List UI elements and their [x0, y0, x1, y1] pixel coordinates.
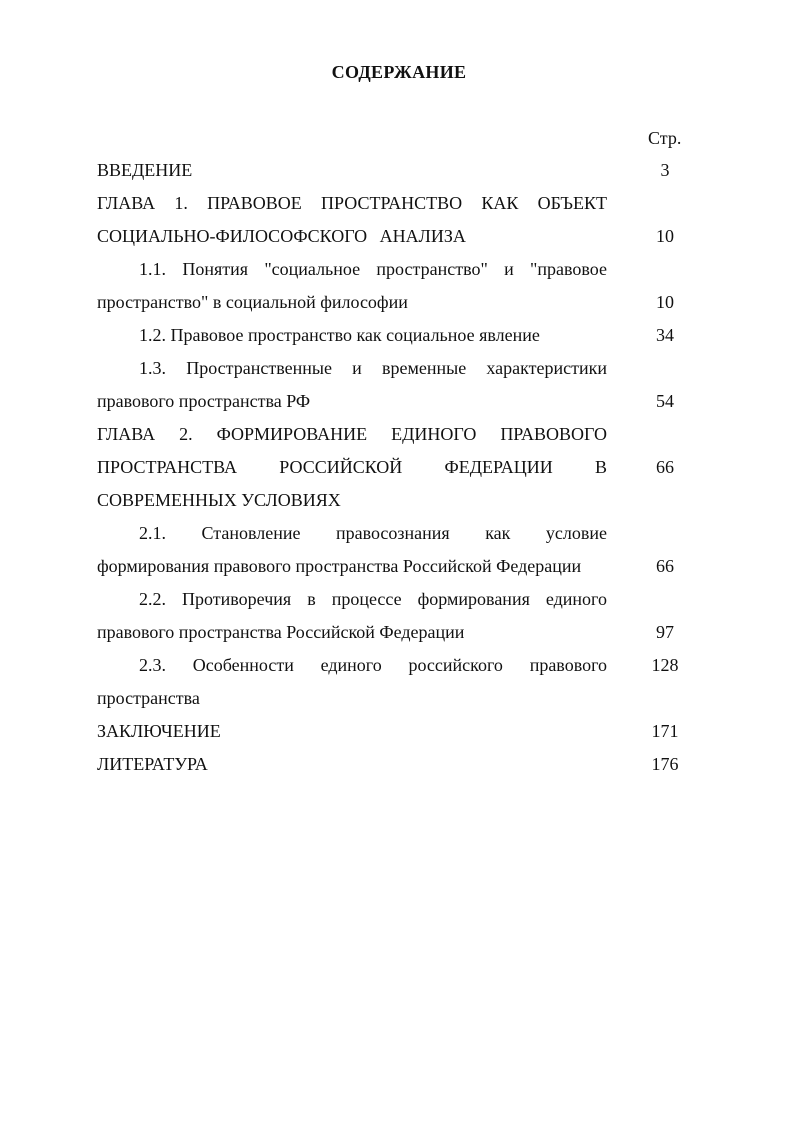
toc-entry-section-2-3-line-1: 2.3. Особенности единого российского правового	[139, 655, 607, 675]
toc-entry-section-1-3-line-1: 1.3. Пространственные и временные характеристики	[139, 358, 607, 378]
page-column-header: Стр.	[648, 128, 682, 148]
toc-entry-section-1-1-line-1: 1.1. Понятия "социальное пространство" и "правовое	[139, 259, 607, 279]
toc-entry-section-2-3-line-2: пространства	[97, 688, 200, 708]
toc-entry-conclusion-line-1: ЗАКЛЮЧЕНИЕ	[97, 721, 221, 741]
toc-entry-chapter-2-line-1: ГЛАВА 2. ФОРМИРОВАНИЕ ЕДИНОГО ПРАВОВОГО	[97, 424, 607, 444]
toc-entry-section-2-1-line-1: 2.1. Становление правосознания как условие	[139, 523, 607, 543]
toc-entry-literature-page: 176	[651, 754, 679, 774]
toc-entry-section-2-2-line-1: 2.2. Противоречия в процессе формирования единого	[139, 589, 607, 609]
toc-entry-section-1-3-line-2: правового пространства РФ	[97, 391, 311, 411]
toc-entry-chapter-1-line-2: СОЦИАЛЬНО-ФИЛОСОФСКОГО АНАЛИЗА	[97, 226, 466, 246]
toc-entry-section-1-3-page: 54	[656, 391, 674, 411]
toc-entry-section-1-2-page: 34	[656, 325, 674, 345]
toc-entry-section-1-1-page: 10	[656, 292, 674, 312]
toc-entry-section-2-1-page: 66	[656, 556, 674, 576]
toc-entry-literature-line-1: ЛИТЕРАТУРА	[97, 754, 208, 774]
toc-entry-conclusion-page: 171	[651, 721, 679, 741]
toc-entry-section-2-1-line-2: формирования правового пространства Российской Федерации	[97, 556, 582, 576]
toc-entry-section-2-2-line-2: правового пространства Российской Федерации	[97, 622, 465, 642]
toc-entry-chapter-2-page: 66	[656, 457, 674, 477]
toc-entry-chapter-2-line-3: СОВРЕМЕННЫХ УСЛОВИЯХ	[97, 490, 341, 510]
toc-entry-section-1-2-line-1: 1.2. Правовое пространство как социальное явление	[139, 325, 540, 345]
toc-entry-intro-page: 3	[660, 160, 670, 180]
toc-entry-section-2-2-page: 97	[656, 622, 674, 642]
page-title: СОДЕРЖАНИЕ	[331, 62, 467, 82]
toc-entry-section-2-3-page: 128	[651, 655, 679, 675]
toc-entry-chapter-1-line-1: ГЛАВА 1. ПРАВОВОЕ ПРОСТРАНСТВО КАК ОБЪЕКТ	[97, 193, 607, 213]
toc-entry-section-1-1-line-2: пространство" в социальной философии	[97, 292, 408, 312]
toc-entry-chapter-2-line-2: ПРОСТРАНСТВА РОССИЙСКОЙ ФЕДЕРАЦИИ В	[97, 457, 607, 477]
toc-entry-chapter-1-page: 10	[656, 226, 674, 246]
toc-entry-intro-line-1: ВВЕДЕНИЕ	[97, 160, 193, 180]
